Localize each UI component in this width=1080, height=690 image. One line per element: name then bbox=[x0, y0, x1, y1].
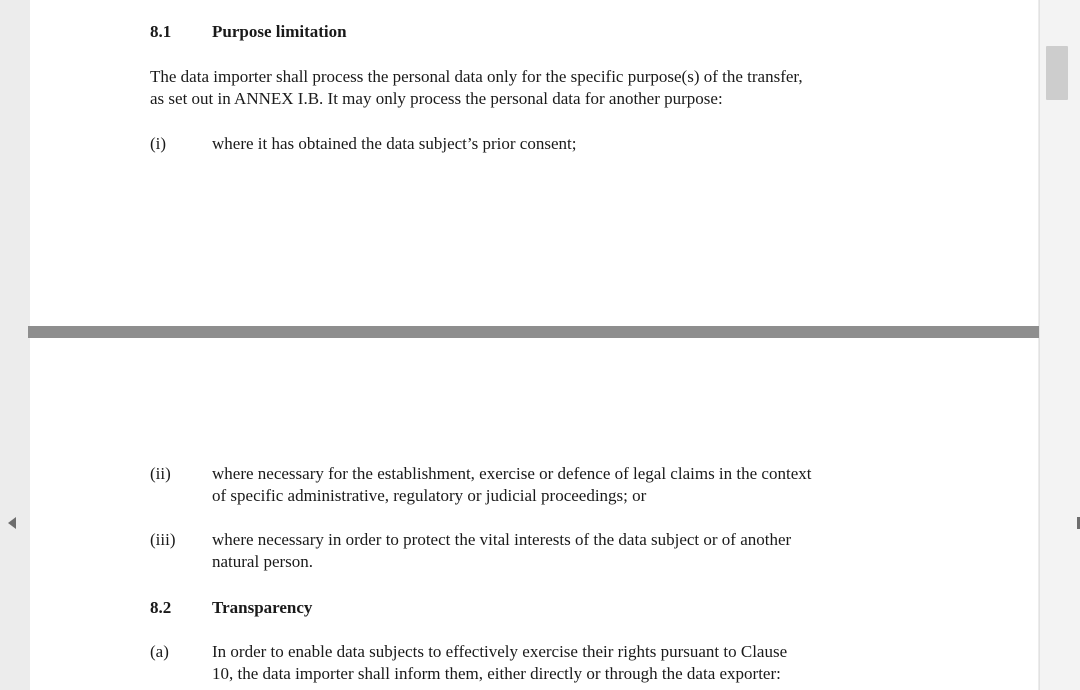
list-item-text: 10, the data importer shall inform them, either directly or through the data exporter: bbox=[212, 664, 781, 683]
section-number-8-2: 8.2 bbox=[150, 598, 172, 617]
scrollbar-thumb[interactable] bbox=[1046, 46, 1068, 100]
vertical-scrollbar[interactable] bbox=[1039, 0, 1080, 690]
list-item-text: where necessary for the establishment, exercise or defence of legal claims in the context bbox=[212, 464, 812, 483]
list-item-label: (a) bbox=[150, 642, 169, 661]
list-item-text: of specific administrative, regulatory or judicial proceedings; or bbox=[212, 486, 647, 505]
section-title-purpose-limitation: Purpose limitation bbox=[212, 22, 347, 41]
list-item-text: natural person. bbox=[212, 552, 314, 571]
list-item-label: (i) bbox=[150, 134, 167, 153]
section-number-8-1: 8.1 bbox=[150, 22, 172, 41]
list-item-label: (ii) bbox=[150, 464, 171, 483]
chevron-left-icon[interactable] bbox=[8, 517, 16, 529]
document-page-2 bbox=[30, 338, 1038, 690]
document-page-1 bbox=[30, 0, 1038, 326]
paragraph-line: as set out in ANNEX I.B. It may only process the personal data for another purpose: bbox=[150, 89, 723, 108]
paragraph-line: The data importer shall process the personal data only for the specific purpose(s) of the transfer, bbox=[150, 67, 803, 86]
list-item-text: where necessary in order to protect the vital interests of the data subject or of another bbox=[212, 530, 792, 549]
list-item-text: where it has obtained the data subject’s prior consent; bbox=[212, 134, 577, 153]
list-item-label: (iii) bbox=[150, 530, 176, 549]
section-title-transparency: Transparency bbox=[212, 598, 313, 617]
list-item-text: In order to enable data subjects to effectively exercise their rights pursuant to Clause bbox=[212, 642, 788, 661]
page-separator bbox=[28, 326, 1039, 338]
